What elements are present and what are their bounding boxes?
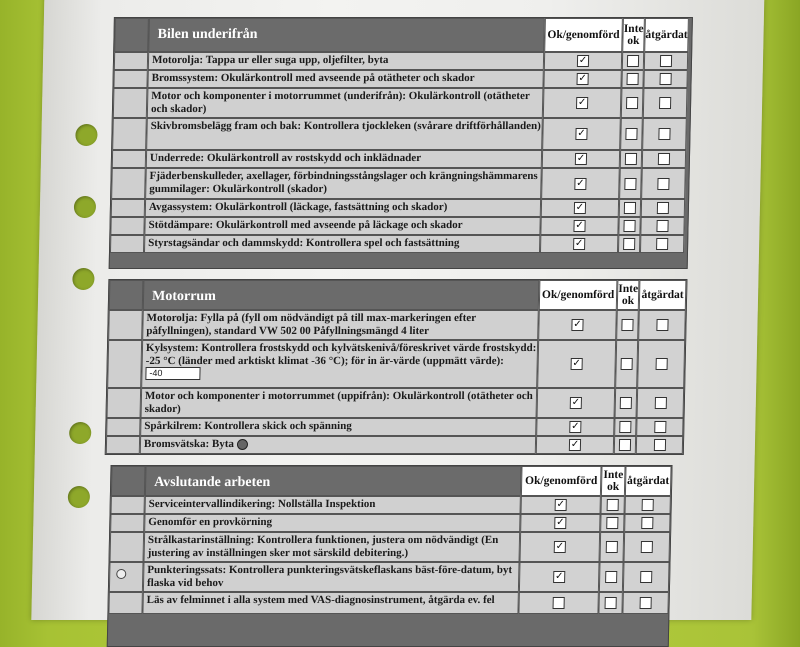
ok-checkbox[interactable]: ✓ [578, 55, 588, 66]
row-text: Styrstagsändar och dammskydd: Kontrollera spel och fastsättning [148, 237, 460, 249]
atgardat-checkbox[interactable] [658, 128, 670, 140]
inte-ok-checkbox[interactable] [621, 358, 633, 370]
atgardat-checkbox[interactable] [641, 517, 653, 529]
ok-cell [520, 514, 600, 532]
ok-cell [537, 340, 616, 388]
inte-ok-checkbox[interactable] [621, 319, 633, 331]
row-description [140, 436, 536, 454]
ok-checkbox[interactable]: ✓ [556, 517, 565, 528]
atgardat-cell [644, 52, 688, 70]
column-header-atgardat: åtgärdat [625, 466, 672, 496]
ok-cell [538, 310, 617, 340]
section-title: Bilen underifrån [148, 18, 545, 52]
atgardat-cell [624, 514, 670, 532]
atgardat-checkbox[interactable] [660, 73, 672, 85]
inte-ok-cell [619, 199, 641, 217]
row-lead [111, 199, 145, 217]
row-text: Läs av felminnet i alla system med VAS-diagnosinstrument, åtgärda ev. fel [146, 594, 495, 606]
inte-ok-checkbox[interactable] [623, 220, 635, 232]
atgardat-cell [625, 496, 671, 514]
row-description [140, 418, 536, 436]
row-description [146, 150, 542, 168]
row-lead [110, 217, 144, 235]
row-lead [113, 88, 148, 118]
column-header-atgardat: åtgärdat [644, 18, 689, 52]
atgardat-checkbox[interactable] [658, 153, 670, 165]
inte-ok-cell [616, 310, 639, 340]
measured-value-input[interactable]: -40 [145, 367, 200, 380]
checklist-row [107, 340, 685, 388]
row-text: Stötdämpare: Okulärkontroll med avseende på läckage och skador [148, 219, 463, 231]
atgardat-checkbox[interactable] [640, 571, 652, 583]
row-description [145, 199, 541, 217]
row-lead [112, 150, 146, 168]
ok-checkbox[interactable]: ✓ [575, 202, 585, 213]
row-text: Skivbromsbelägg fram och bak: Kontrollera tjockleken (svårare driftförhållanden) [150, 120, 541, 132]
inte-ok-checkbox[interactable] [623, 238, 635, 250]
ok-cell [540, 235, 618, 253]
row-description [142, 310, 539, 340]
atgardat-cell [643, 70, 687, 88]
atgardat-checkbox[interactable] [653, 439, 665, 451]
row-lead [108, 592, 142, 614]
inte-ok-cell [618, 217, 640, 235]
column-header-ok: Ok/genomförd [544, 18, 623, 52]
ok-checkbox[interactable] [553, 597, 565, 609]
section-title: Motorrum [143, 280, 540, 310]
atgardat-checkbox[interactable] [654, 397, 666, 409]
ok-checkbox[interactable]: ✓ [573, 319, 582, 330]
inte-ok-checkbox[interactable] [626, 97, 638, 109]
punch-hole [74, 196, 96, 218]
ok-cell [541, 199, 619, 217]
row-text: Bromssystem: Okulärkontroll med avseende på otätheter och skador [151, 72, 475, 84]
ok-checkbox[interactable]: ✓ [554, 571, 564, 582]
ok-cell [520, 532, 601, 562]
atgardat-cell [642, 150, 686, 168]
row-text: Strålkastarinställning: Kontrollera funktionen, justera om nödvändigt (En justering av inställningen sker mot särskild debitering.) [147, 534, 499, 559]
atgardat-checkbox[interactable] [642, 499, 654, 511]
row-description [144, 532, 521, 562]
row-text: Avgassystem: Okulärkontroll (läckage, fastsättning och skador) [148, 201, 448, 213]
ok-cell [537, 388, 616, 418]
row-description [145, 168, 542, 199]
punch-hole [68, 486, 90, 508]
row-description [144, 235, 540, 253]
row-lead [110, 235, 144, 253]
inte-ok-checkbox[interactable] [619, 421, 631, 433]
row-description [144, 217, 540, 235]
inte-ok-cell [600, 514, 624, 532]
ok-cell [541, 168, 620, 199]
ok-checkbox[interactable]: ✓ [574, 238, 584, 249]
atgardat-checkbox[interactable] [659, 97, 671, 109]
section-header [111, 466, 672, 496]
ok-checkbox[interactable]: ✓ [556, 499, 566, 510]
ok-cell [543, 70, 621, 88]
ok-cell [536, 436, 614, 454]
row-text: Motor och komponenter i motorrummet (underifrån): Okulärkontroll (otätheter och skador) [150, 90, 530, 115]
atgardat-checkbox[interactable] [654, 421, 666, 433]
inte-ok-cell [620, 150, 642, 168]
row-text: Kylsystem: Kontrollera frostskydd och kylvätskenivå/föreskrivet värde frostskydd: -25 °C (länder med arktiskt klimat -36 °C); för in är-värde (uppmätt värde): [145, 342, 537, 367]
row-lead [108, 310, 143, 340]
atgardat-checkbox[interactable] [660, 55, 672, 67]
atgardat-checkbox[interactable] [640, 597, 652, 609]
row-text: Fjäderbenskulleder, axellager, förbindningsstångslager och krängningshämmarens gummilager: Okulärkontroll (skador) [149, 170, 538, 195]
row-description [147, 88, 544, 118]
inte-ok-cell [620, 118, 643, 150]
punch-hole [75, 124, 97, 146]
inte-ok-cell [621, 88, 644, 118]
row-description [147, 70, 543, 88]
row-text: Genomför en provkörning [148, 516, 273, 528]
header-lead [111, 466, 146, 496]
row-text: Bromsvätska: Byta [143, 438, 235, 450]
atgardat-cell [643, 88, 688, 118]
atgardat-cell [640, 217, 684, 235]
checklist-row [110, 532, 671, 562]
row-lead [109, 562, 144, 592]
ok-checkbox[interactable]: ✓ [576, 177, 585, 189]
inte-ok-checkbox[interactable] [625, 128, 637, 140]
inte-ok-cell [619, 168, 642, 199]
punch-hole [72, 268, 94, 290]
checklist-row [110, 235, 687, 253]
ok-cell [542, 150, 620, 168]
ok-checkbox[interactable]: ✓ [555, 541, 565, 552]
atgardat-cell [624, 532, 671, 562]
ok-checkbox[interactable]: ✓ [575, 220, 584, 231]
ok-checkbox[interactable]: ✓ [577, 128, 586, 139]
ok-checkbox[interactable]: ✓ [577, 97, 587, 108]
atgardat-checkbox[interactable] [656, 319, 668, 331]
row-description [146, 118, 543, 150]
row-text: Motor och komponenter i motorrummet (uppifrån): Okulärkontroll (otätheter och skador) [144, 390, 533, 415]
row-text: Serviceintervallindikering: Nollställa Inspektion [148, 498, 376, 510]
atgardat-cell [638, 310, 686, 340]
column-header-inte-ok: Inte ok [601, 466, 626, 496]
checklist-row [113, 88, 691, 118]
row-description [148, 52, 544, 70]
row-description [144, 514, 520, 532]
checklist-row [106, 418, 683, 436]
row-text: Punkteringssats: Kontrollera punkteringsvätskeflaskans bäst-före-datum, byt flaska vid behov [146, 564, 513, 589]
inte-ok-cell [614, 418, 636, 436]
atgardat-cell [637, 388, 685, 418]
row-lead [111, 496, 145, 514]
checklist-row [112, 118, 690, 150]
ok-cell [543, 88, 622, 118]
checklist-row [113, 70, 690, 88]
row-description [141, 388, 538, 418]
inte-ok-checkbox[interactable] [606, 517, 618, 529]
atgardat-cell [640, 235, 684, 253]
inte-ok-checkbox[interactable] [627, 73, 639, 85]
inte-ok-checkbox[interactable] [605, 597, 617, 609]
ok-checkbox[interactable]: ✓ [571, 421, 580, 432]
atgardat-checkbox[interactable] [656, 220, 668, 232]
column-header-ok: Ok/genomförd [539, 280, 618, 310]
atgardat-checkbox[interactable] [656, 238, 668, 250]
atgardat-checkbox[interactable] [655, 358, 667, 370]
checklist-row [114, 52, 691, 70]
row-lead [106, 436, 140, 454]
inte-ok-checkbox[interactable] [624, 202, 636, 214]
atgardat-cell [622, 592, 668, 614]
inte-ok-checkbox[interactable] [605, 571, 617, 583]
ok-checkbox[interactable]: ✓ [571, 397, 581, 408]
inte-ok-checkbox[interactable] [607, 499, 619, 511]
checklist-row [106, 436, 683, 454]
section-motorrum [105, 279, 688, 455]
row-lead [113, 70, 147, 88]
checklist-row [110, 217, 687, 235]
header-lead [109, 280, 144, 310]
inte-ok-checkbox[interactable] [619, 439, 631, 451]
ok-cell [536, 418, 614, 436]
atgardat-cell [637, 340, 685, 388]
checklist-row [108, 310, 686, 340]
atgardat-checkbox[interactable] [641, 541, 653, 553]
atgardat-cell [636, 418, 683, 436]
section-bilen-underifran [109, 17, 693, 269]
row-description [142, 592, 518, 614]
header-lead [114, 18, 149, 52]
inte-ok-cell [615, 340, 638, 388]
inte-ok-checkbox[interactable] [624, 178, 636, 190]
checklist-row [109, 562, 670, 592]
inte-ok-checkbox[interactable] [627, 55, 639, 67]
row-radio-button[interactable] [116, 569, 126, 579]
row-lead [112, 118, 147, 150]
checklist-row [111, 168, 689, 199]
checklist-row [107, 388, 685, 418]
checklist-row [108, 592, 668, 614]
inte-ok-cell [622, 52, 644, 70]
column-header-inte-ok: Inte ok [617, 280, 640, 310]
ok-cell [519, 562, 600, 592]
atgardat-cell [642, 118, 687, 150]
ok-cell [518, 592, 598, 614]
disc-icon[interactable] [237, 439, 248, 450]
atgardat-cell [641, 199, 685, 217]
inte-ok-cell [618, 235, 640, 253]
inte-ok-cell [601, 496, 625, 514]
ok-checkbox[interactable]: ✓ [570, 439, 580, 450]
ok-cell [542, 118, 621, 150]
inte-ok-cell [600, 532, 625, 562]
row-text: Motorolja: Fylla på (fyll om nödvändigt på till max-markeringen efter påfyllningen), standard VW 502 00 Påfyllningsmängd 4 liter [146, 312, 477, 337]
row-description [143, 562, 520, 592]
row-text: Motorolja: Tappa ur eller suga upp, oljefilter, byta [151, 54, 389, 66]
ok-checkbox[interactable]: ✓ [576, 153, 586, 164]
ok-cell [540, 217, 618, 235]
row-description [141, 340, 538, 388]
atgardat-checkbox[interactable] [657, 178, 669, 190]
checklist-row [111, 496, 671, 514]
ok-cell [544, 52, 622, 70]
section-avslutande-arbeten [107, 465, 673, 647]
atgardat-checkbox[interactable] [657, 202, 669, 214]
section-header [114, 18, 692, 52]
row-lead [107, 340, 142, 388]
atgardat-cell [623, 562, 670, 592]
inte-ok-cell [599, 562, 624, 592]
section-header [109, 280, 687, 310]
section-title: Avslutande arbeten [145, 466, 522, 496]
ok-checkbox[interactable]: ✓ [578, 73, 587, 84]
row-lead [107, 388, 142, 418]
inte-ok-cell [614, 436, 636, 454]
row-text: Underrede: Okulärkontroll av rostskydd och inklädnader [149, 152, 422, 164]
checklist-row [110, 514, 670, 532]
checklist-row [111, 199, 688, 217]
inte-ok-checkbox[interactable] [606, 541, 618, 553]
checklist-paper [31, 0, 764, 620]
row-text: Spårkilrem: Kontrollera skick och spänning [144, 420, 352, 432]
inte-ok-checkbox[interactable] [620, 397, 632, 409]
row-description [145, 496, 521, 514]
row-lead [106, 418, 140, 436]
column-header-ok: Ok/genomförd [521, 466, 602, 496]
row-lead [110, 514, 144, 532]
column-header-atgardat: åtgärdat [639, 280, 687, 310]
row-lead [111, 168, 146, 199]
ok-cell [521, 496, 601, 514]
ok-checkbox[interactable]: ✓ [572, 358, 581, 369]
punch-hole [69, 422, 91, 444]
inte-ok-cell [615, 388, 638, 418]
column-header-inte-ok: Inte ok [622, 18, 645, 52]
checklist-row [112, 150, 689, 168]
inte-ok-checkbox[interactable] [625, 153, 637, 165]
row-lead [110, 532, 145, 562]
inte-ok-cell [621, 70, 643, 88]
atgardat-cell [641, 168, 686, 199]
atgardat-cell [636, 436, 683, 454]
row-lead [114, 52, 148, 70]
inte-ok-cell [598, 592, 622, 614]
